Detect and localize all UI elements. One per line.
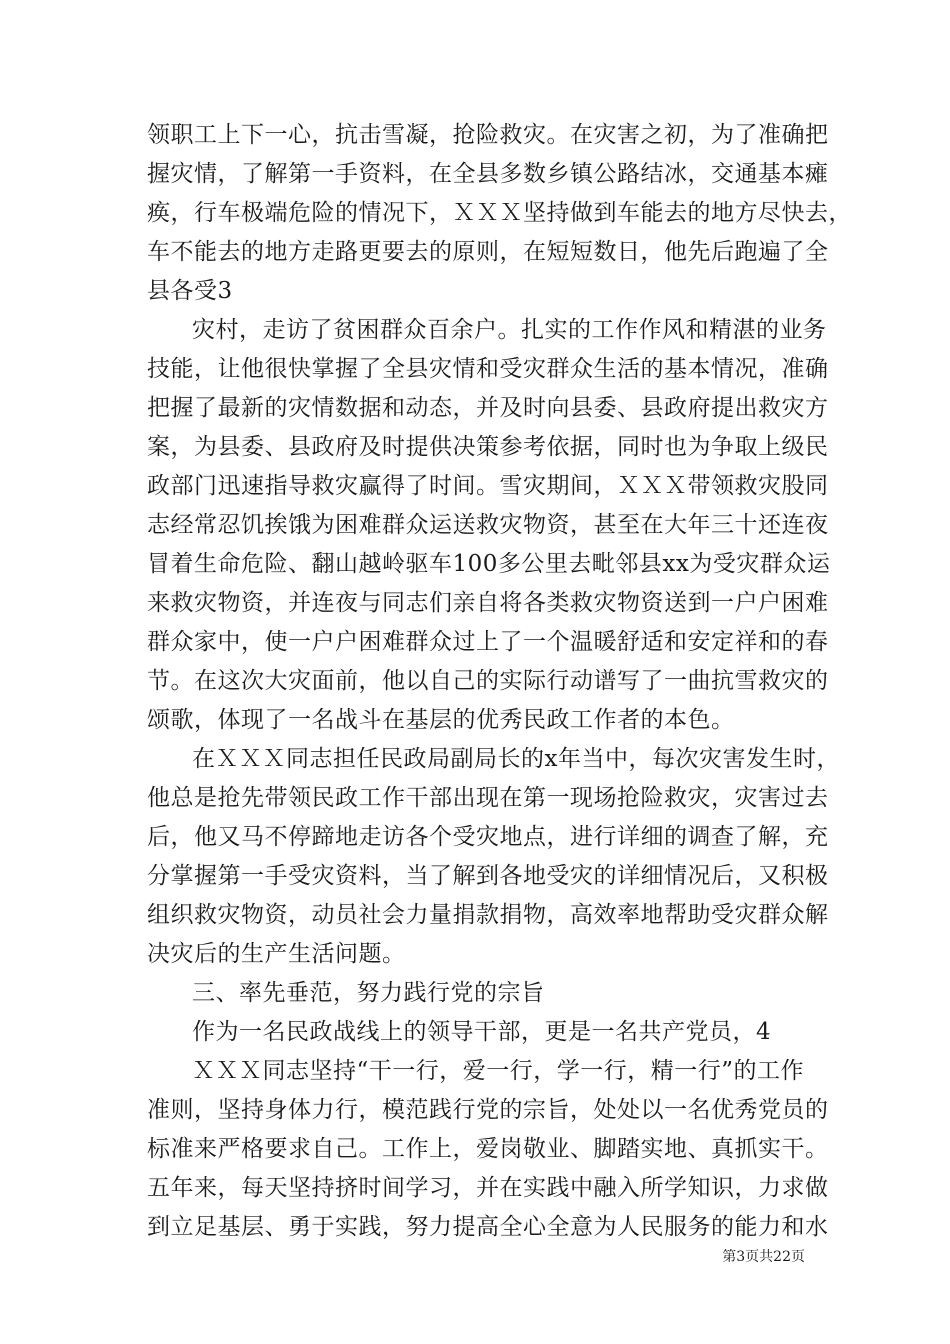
body-text-line: 节。在这次大灾面前，他以自己的实际行动谱写了一曲抗雪救灾的 xyxy=(147,668,829,694)
paragraph-first-line: 灾村，走访了贫困群众百余户。扎实的工作作风和精湛的业务 xyxy=(192,317,827,343)
body-text-line: 技能，让他很快掌握了全县灾情和受灾群众生活的基本情况，准确 xyxy=(147,356,829,382)
body-text-line: 志经常忍饥挨饿为困难群众运送救灾物资，甚至在大年三十还连夜 xyxy=(147,512,829,538)
paragraph-first-line: 在ＸＸＸ同志担任民政局副局长的x年当中，每次灾害发生时， xyxy=(192,746,840,772)
body-text-line: 组织救灾物资，动员社会力量捐款捐物，高效率地帮助受灾群众解 xyxy=(147,902,829,928)
body-text-line: 领职工上下一心，抗击雪凝，抢险救灾。在灾害之初，为了准确把 xyxy=(147,122,829,148)
body-text-line: 标准来严格要求自己。工作上，爱岗敬业、脚踏实地、真抓实干。 xyxy=(147,1136,829,1162)
body-text-line: 冒着生命危险、翻山越岭驱车100多公里去毗邻县xx为受灾群众运 xyxy=(147,551,831,577)
body-text-line: 颂歌，体现了一名战斗在基层的优秀民政工作者的本色。 xyxy=(147,707,735,733)
section-heading: 三、率先垂范，努力践行党的宗旨 xyxy=(192,980,545,1006)
body-text-line: 来救灾物资，并连夜与同志们亲自将各类救灾物资送到一户户困难 xyxy=(147,590,829,616)
body-text-line: 案，为县委、县政府及时提供决策参考依据，同时也为争取上级民 xyxy=(147,434,829,460)
body-text-line: 分掌握第一手受灾资料，当了解到各地受灾的详细情况后，又积极 xyxy=(147,863,829,889)
body-text-line: 到立足基层、勇于实践，努力提高全心全意为人民服务的能力和水 xyxy=(147,1214,829,1240)
paragraph-first-line: ＸＸＸ同志坚持“干一行，爱一行，学一行，精一行”的工作 xyxy=(192,1058,805,1084)
body-text-line: 把握了最新的灾情数据和动态，并及时向县委、县政府提出救灾方 xyxy=(147,395,829,421)
body-text-line: 准则，坚持身体力行，模范践行党的宗旨，处处以一名优秀党员的 xyxy=(147,1097,829,1123)
paragraph-first-line: 作为一名民政战线上的领导干部，更是一名共产党员，4 xyxy=(192,1019,772,1045)
body-text-line: 他总是抢先带领民政工作干部出现在第一现场抢险救灾，灾害过去 xyxy=(147,785,829,811)
body-text-line: 政部门迅速指导救灾赢得了时间。雪灾期间，ＸＸＸ带领救灾股同 xyxy=(147,473,829,499)
body-text-line: 群众家中，使一户户困难群众过上了一个温暖舒适和安定祥和的春 xyxy=(147,629,829,655)
body-text-line: 县各受3 xyxy=(147,278,233,304)
body-text-line: 后，他又马不停蹄地走访各个受灾地点，进行详细的调查了解，充 xyxy=(147,824,829,850)
body-text-line: 五年来，每天坚持挤时间学习，并在实践中融入所学知识，力求做 xyxy=(147,1175,829,1201)
body-text-line: 握灾情，了解第一手资料，在全县多数乡镇公路结冰，交通基本瘫 xyxy=(147,161,829,187)
body-text-line: 决灾后的生产生活问题。 xyxy=(147,941,406,967)
body-text-line: 车不能去的地方走路更要去的原则，在短短数日，他先后跑遍了全 xyxy=(147,239,829,265)
page-number: 第3页共22页 xyxy=(722,1249,805,1265)
body-text-line: 痪，行车极端危险的情况下，ＸＸＸ坚持做到车能去的地方尽快去， xyxy=(147,200,852,226)
